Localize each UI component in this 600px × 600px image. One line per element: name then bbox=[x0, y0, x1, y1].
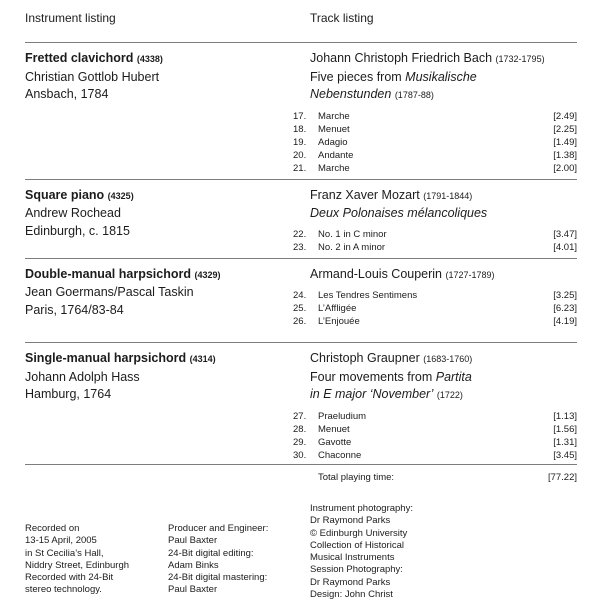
track-row bbox=[293, 449, 577, 462]
origin-line: Hamburg, 1764 bbox=[25, 387, 112, 401]
credit-line: Adam Binks bbox=[168, 559, 219, 571]
track-row bbox=[293, 410, 577, 423]
catalog-number: (4325) bbox=[107, 190, 134, 201]
instrument-info bbox=[25, 187, 293, 254]
instrument-name: Double-manual harpsichord bbox=[25, 266, 191, 281]
composer-dates: (1732-1795) bbox=[495, 54, 545, 64]
track-title: Menuet bbox=[318, 123, 350, 135]
track-title: Les Tendres Sentimens bbox=[318, 290, 418, 301]
track-number: 21. bbox=[293, 162, 307, 174]
work-title-segment: Four movements from bbox=[310, 369, 436, 384]
work-title-segment: Deux Polonaises mélancoliques bbox=[310, 206, 488, 220]
track-info bbox=[293, 187, 577, 254]
track-number: 18. bbox=[293, 123, 307, 135]
track-info bbox=[293, 266, 577, 329]
work-title-segment: (1787-88) bbox=[394, 90, 434, 100]
catalog-number: (4314) bbox=[189, 354, 216, 364]
credit-line: 13-15 April, 2005 bbox=[25, 535, 97, 547]
track-time: [6.23] bbox=[553, 303, 577, 314]
composer-line bbox=[310, 266, 577, 285]
composer-line bbox=[310, 350, 577, 369]
catalog-number: (4338) bbox=[136, 54, 163, 64]
credit-line: © Edinburgh University bbox=[310, 527, 408, 539]
origin-line: Edinburgh, c. 1815 bbox=[25, 223, 130, 238]
instrument-section bbox=[25, 343, 577, 464]
track-row bbox=[293, 110, 577, 123]
work-title-line bbox=[310, 86, 577, 105]
work-title-segment: (1722) bbox=[436, 390, 463, 400]
sections-container bbox=[25, 43, 577, 465]
credit-line: in St Cecilia’s Hall, bbox=[25, 547, 104, 559]
track-row bbox=[293, 241, 577, 254]
instrument-name: Single-manual harpsichord bbox=[25, 351, 187, 365]
instrument-section bbox=[25, 43, 577, 179]
track-time: [1.38] bbox=[553, 149, 577, 161]
total-playing-time-row bbox=[25, 465, 577, 484]
composer-dates: (1683-1760) bbox=[423, 354, 473, 364]
track-row bbox=[293, 162, 577, 175]
track-listing-header: Track listing bbox=[310, 11, 374, 25]
work-title-line bbox=[310, 386, 577, 405]
instrument-section bbox=[25, 259, 577, 343]
maker-name: Jean Goermans/Pascal Taskin bbox=[25, 285, 194, 299]
credit-line: Dr Raymond Parks bbox=[310, 576, 391, 588]
credit-line: Dr Raymond Parks bbox=[310, 515, 391, 527]
work-title-line bbox=[310, 205, 577, 223]
composer-name: Johann Christoph Friedrich Bach bbox=[310, 51, 493, 65]
track-number: 26. bbox=[293, 316, 307, 327]
instrument-info bbox=[25, 50, 293, 175]
credit-line: Recorded with 24-Bit bbox=[25, 572, 114, 584]
track-row bbox=[293, 228, 577, 241]
composer-dates: (1791-1844) bbox=[423, 190, 473, 201]
track-title: L’Affligée bbox=[318, 303, 357, 314]
track-time: [4.01] bbox=[553, 241, 577, 253]
origin-line: Ansbach, 1784 bbox=[25, 87, 109, 101]
track-title: Adagio bbox=[318, 136, 348, 148]
instrument-info bbox=[25, 350, 293, 462]
work-title-line bbox=[310, 369, 577, 387]
listing-header-row bbox=[25, 10, 577, 26]
instrument-title-line bbox=[25, 50, 293, 69]
track-row bbox=[293, 315, 577, 328]
track-time: [3.25] bbox=[553, 290, 577, 301]
work-title-segment: Nebenstunden bbox=[310, 87, 392, 101]
composer-block bbox=[293, 187, 577, 223]
recording-credits bbox=[25, 503, 168, 600]
track-time: [1.31] bbox=[553, 436, 577, 448]
instrument-title-line bbox=[25, 187, 293, 206]
credit-line: Producer and Engineer: bbox=[168, 523, 269, 534]
instrument-info bbox=[25, 266, 293, 329]
maker-name: Johann Adolph Hass bbox=[25, 369, 140, 384]
track-time: [4.19] bbox=[553, 316, 577, 327]
composer-name: Armand-Louis Couperin bbox=[310, 266, 443, 281]
track-row bbox=[293, 436, 577, 449]
instrument-listing-header: Instrument listing bbox=[25, 11, 116, 25]
instrument-section bbox=[25, 180, 577, 258]
total-playing-time-value: [77.22] bbox=[547, 471, 577, 483]
credit-line: stereo technology. bbox=[25, 584, 102, 596]
credit-line: Paul Baxter bbox=[168, 535, 218, 547]
work-title-line bbox=[310, 69, 577, 87]
track-number: 27. bbox=[293, 410, 307, 422]
credit-line: 24-Bit digital mastering: bbox=[168, 572, 268, 584]
track-number: 24. bbox=[293, 290, 307, 301]
composer-line bbox=[310, 187, 577, 206]
track-number: 30. bbox=[293, 449, 307, 461]
work-title-segment: Musikalische bbox=[405, 69, 477, 84]
track-row bbox=[293, 136, 577, 149]
track-title: Marche bbox=[318, 162, 350, 174]
track-title: Praeludium bbox=[318, 410, 367, 422]
track-info bbox=[293, 350, 577, 462]
track-time: [1.13] bbox=[553, 410, 577, 422]
track-row bbox=[293, 302, 577, 315]
catalog-number: (4329) bbox=[194, 269, 221, 280]
total-playing-time-label: Total playing time: bbox=[318, 471, 395, 483]
instrument-title-line bbox=[25, 350, 293, 369]
composer-line bbox=[310, 50, 577, 69]
track-time: [2.25] bbox=[553, 123, 577, 135]
track-number: 22. bbox=[293, 228, 307, 240]
production-credits bbox=[168, 503, 310, 600]
credit-line: Niddry Street, Edinburgh bbox=[25, 559, 130, 571]
track-listing-header-cell bbox=[293, 10, 577, 26]
instrument-name: Fretted clavichord bbox=[25, 51, 134, 65]
instrument-title-line bbox=[25, 266, 293, 285]
total-right bbox=[293, 471, 577, 484]
maker-name: Andrew Rochead bbox=[25, 206, 121, 220]
track-row bbox=[293, 289, 577, 302]
track-time: [3.47] bbox=[553, 228, 577, 240]
track-info bbox=[293, 50, 577, 175]
track-number: 25. bbox=[293, 303, 307, 314]
track-time: [3.45] bbox=[553, 449, 577, 461]
track-number: 19. bbox=[293, 136, 307, 148]
track-time: [2.00] bbox=[553, 162, 577, 174]
credit-line: Session Photography: bbox=[310, 564, 403, 576]
track-time: [1.56] bbox=[553, 423, 577, 435]
track-title: No. 1 in C minor bbox=[318, 228, 387, 240]
origin-line: Paris, 1764/83-84 bbox=[25, 302, 124, 317]
credits bbox=[25, 503, 577, 600]
track-title: Gavotte bbox=[318, 436, 352, 448]
track-time: [1.49] bbox=[553, 136, 577, 148]
credit-line: Instrument photography: bbox=[310, 503, 413, 514]
credit-line: Collection of Historical bbox=[310, 539, 404, 551]
work-title-segment: Partita bbox=[435, 369, 472, 384]
work-title-segment: Five pieces from bbox=[310, 69, 406, 84]
composer-block bbox=[293, 266, 577, 285]
track-row bbox=[293, 423, 577, 436]
track-title: Menuet bbox=[318, 423, 350, 435]
composer-dates: (1727-1789) bbox=[445, 269, 495, 280]
credit-line: 24-Bit digital editing: bbox=[168, 547, 254, 559]
composer-block bbox=[293, 50, 577, 105]
track-number: 29. bbox=[293, 436, 307, 448]
work-title-segment: in E major ‘November’ bbox=[310, 387, 434, 401]
track-number: 23. bbox=[293, 241, 307, 253]
maker-name: Christian Gottlob Hubert bbox=[25, 69, 160, 84]
track-title: Chaconne bbox=[318, 449, 362, 461]
track-number: 17. bbox=[293, 110, 307, 122]
credit-line: Paul Baxter bbox=[168, 584, 218, 596]
composer-name: Franz Xaver Mozart bbox=[310, 187, 420, 202]
track-title: Andante bbox=[318, 149, 354, 161]
photography-credits bbox=[310, 503, 577, 600]
track-title: Marche bbox=[318, 110, 350, 122]
track-row bbox=[293, 123, 577, 136]
credit-line: Musical Instruments bbox=[310, 552, 395, 564]
track-time: [2.49] bbox=[553, 110, 577, 122]
credit-line: Design: John Christ bbox=[310, 589, 393, 600]
composer-block bbox=[293, 350, 577, 405]
credit-line: Recorded on bbox=[25, 523, 80, 534]
track-title: L’Enjouée bbox=[318, 316, 360, 327]
total-row-spacer bbox=[25, 471, 293, 484]
track-number: 28. bbox=[293, 423, 307, 435]
track-title: No. 2 in A minor bbox=[318, 241, 386, 253]
track-row bbox=[293, 149, 577, 162]
composer-name: Christoph Graupner bbox=[310, 351, 420, 365]
instrument-name: Square piano bbox=[25, 187, 105, 202]
track-number: 20. bbox=[293, 149, 307, 161]
